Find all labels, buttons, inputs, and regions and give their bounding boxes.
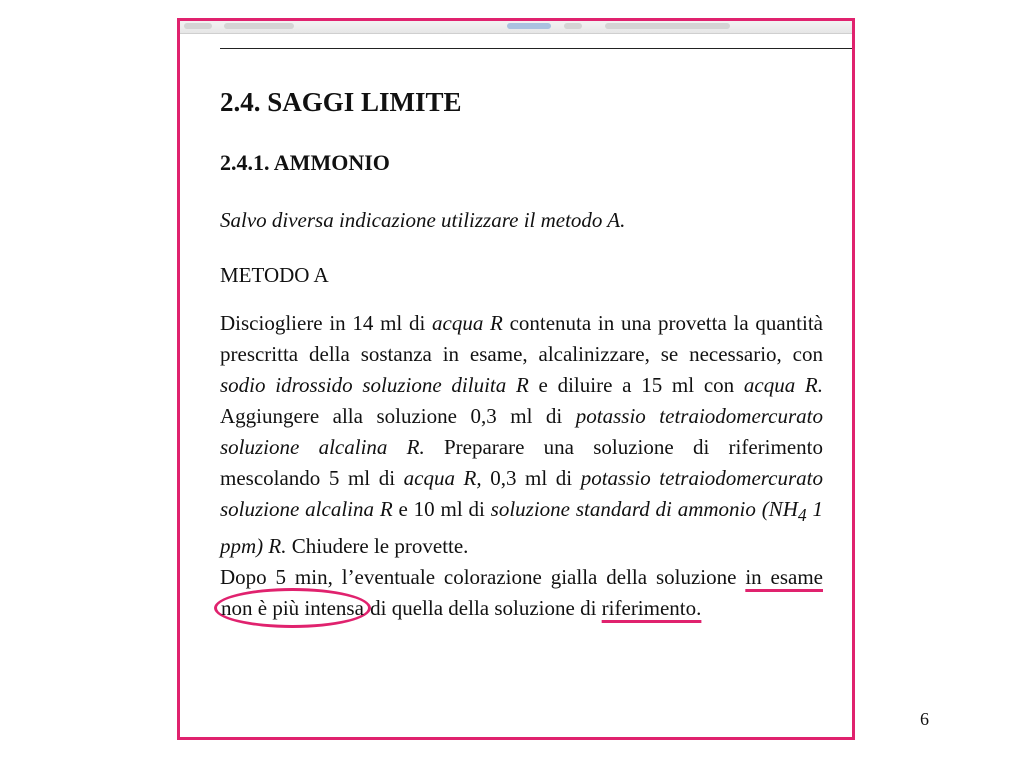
slide-number: 6 xyxy=(920,709,929,729)
viewer-toolbar-strip xyxy=(180,21,852,34)
toolbar-control[interactable] xyxy=(224,23,294,29)
paragraph-segment: Disciogliere in 14 ml di xyxy=(220,311,432,335)
result-paragraph xyxy=(220,562,823,624)
toolbar-zoom-control[interactable] xyxy=(507,23,551,29)
paragraph-segment: potassio tetraiodomercurato soluzione alcalina R xyxy=(220,466,824,521)
page-top-rule xyxy=(220,48,855,49)
toolbar-control[interactable] xyxy=(564,23,582,29)
document-content xyxy=(220,85,823,624)
paragraph-segment: 1 ppm) R. xyxy=(220,497,823,559)
paragraph-segment: Aggiungere alla soluzione 0,3 ml di xyxy=(220,404,576,428)
paragraph-segment: contenuta in una provetta la quantità prescritta della sostanza in esame, alcalinizzare, se necessario, con xyxy=(220,311,823,366)
paragraph-segment: acqua R, xyxy=(403,466,482,490)
subsection-heading: 2.4.1. AMMONIO xyxy=(220,150,390,175)
underlined-riferimento: riferimento. xyxy=(601,596,702,621)
paragraph-segment: acqua R xyxy=(432,311,503,335)
result-text-end: di quella della soluzione di xyxy=(364,596,602,621)
paragraph-segment: e 10 ml di xyxy=(392,497,491,521)
method-note: Salvo diversa indicazione utilizzare il metodo A. xyxy=(220,208,626,232)
paragraph-segment: soluzione standard di ammonio (NH xyxy=(490,497,798,521)
paragraph-segment: sodio idrossido soluzione diluita R xyxy=(220,373,529,397)
paragraph-segment: acqua R. xyxy=(743,373,823,397)
method-title: METODO A xyxy=(220,263,329,287)
underlined-in-esame: in esame xyxy=(745,565,823,590)
paragraph-segment: e diluire a 15 ml con xyxy=(528,373,744,397)
paragraph-segment: Chiudere le provette. xyxy=(286,534,469,559)
section-heading: 2.4. SAGGI LIMITE xyxy=(220,87,462,117)
toolbar-control[interactable] xyxy=(184,23,212,29)
procedure-paragraph xyxy=(220,308,823,562)
document-frame xyxy=(177,18,855,740)
paragraph-segment: 0,3 ml di xyxy=(481,466,581,490)
circled-highlight: non è più intensa xyxy=(214,588,371,628)
paragraph-segment: 4 xyxy=(797,505,807,526)
result-text-start: Dopo 5 min, l’eventuale colorazione gialla della soluzione xyxy=(220,565,746,590)
paragraph-segment: Preparare una soluzione di riferimento mescolando 5 ml di xyxy=(220,435,823,490)
toolbar-control[interactable] xyxy=(605,23,730,29)
paragraph-segment: potassio tetraiodomercurato soluzione alcalina R. xyxy=(220,404,823,459)
